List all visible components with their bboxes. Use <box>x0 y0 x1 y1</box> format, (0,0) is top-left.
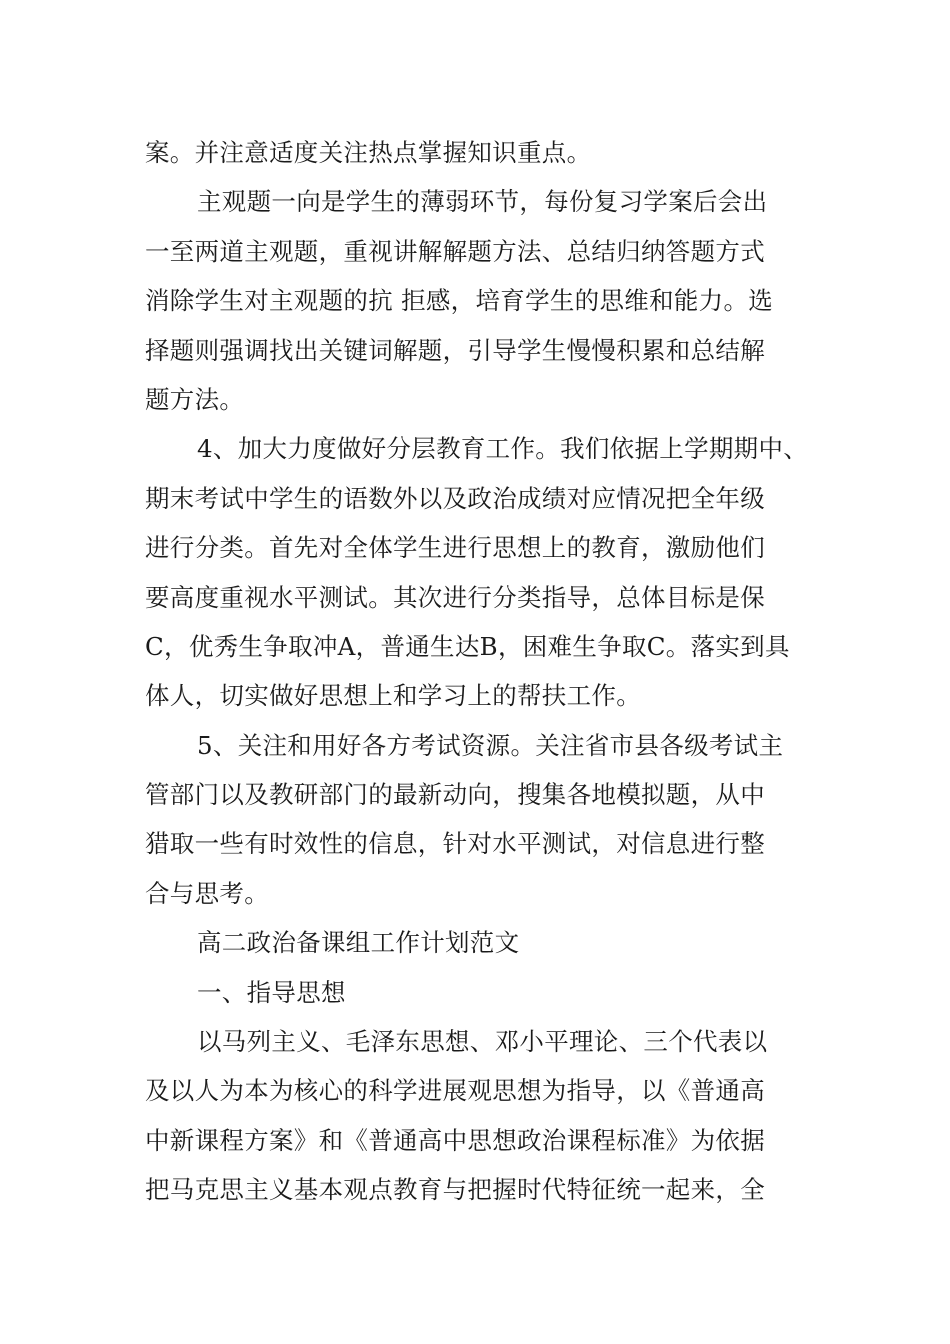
text-line: 以马列主义、毛泽东思想、邓小平理论、三个代表以 <box>197 1027 768 1057</box>
text-line: 期末考试中学生的语数外以及政治成绩对应情况把全年级 <box>145 483 765 513</box>
section-heading: 一、指导思想 <box>197 977 346 1007</box>
text-line: 中新课程方案》和《普通高中思想政治课程标准》为依据 <box>145 1125 765 1155</box>
text-line: 合与思考。 <box>145 878 269 908</box>
text-line: 消除学生对主观题的抗 拒感，培育学生的思维和能力。选 <box>145 286 774 316</box>
text-line: 猎取一些有时效性的信息，针对水平测试，对信息进行整 <box>145 829 765 859</box>
text-line: 把马克思主义基本观点教育与把握时代特征统一起来，全 <box>145 1175 765 1205</box>
text-line: 体人，切实做好思想上和学习上的帮扶工作。 <box>145 681 641 711</box>
text-line: 案。并注意适度关注热点掌握知识重点。 <box>145 138 592 167</box>
text-line: 4、加大力度做好分层教育工作。我们依据上学期期中、 <box>197 434 809 464</box>
text-line: 5、关注和用好各方考试资源。关注省市县各级考试主 <box>197 730 784 760</box>
text-line: 要高度重视水平测试。其次进行分类指导，总体目标是保 <box>145 582 765 612</box>
text-line: 择题则强调找出关键词解题，引导学生慢慢积累和总结解 <box>145 335 765 365</box>
text-line: C，优秀生争取冲A，普通生达B，困难生争取C。落实到具 <box>145 631 790 661</box>
text-line: 一至两道主观题，重视讲解解题方法、总结归纳答题方式 <box>145 236 765 266</box>
text-line: 进行分类。首先对全体学生进行思想上的教育，激励他们 <box>145 533 765 563</box>
text-line: 题方法。 <box>145 384 245 414</box>
text-line: 管部门以及教研部门的最新动向，搜集各地模拟题，从中 <box>145 780 765 810</box>
text-line: 主观题一向是学生的薄弱环节，每份复习学案后会出 <box>197 187 768 217</box>
section-title: 高二政治备课组工作计划范文 <box>197 928 520 958</box>
document-body <box>145 128 825 1215</box>
text-line: 及以人为本为核心的科学进展观思想为指导，以《普通高 <box>145 1076 765 1106</box>
